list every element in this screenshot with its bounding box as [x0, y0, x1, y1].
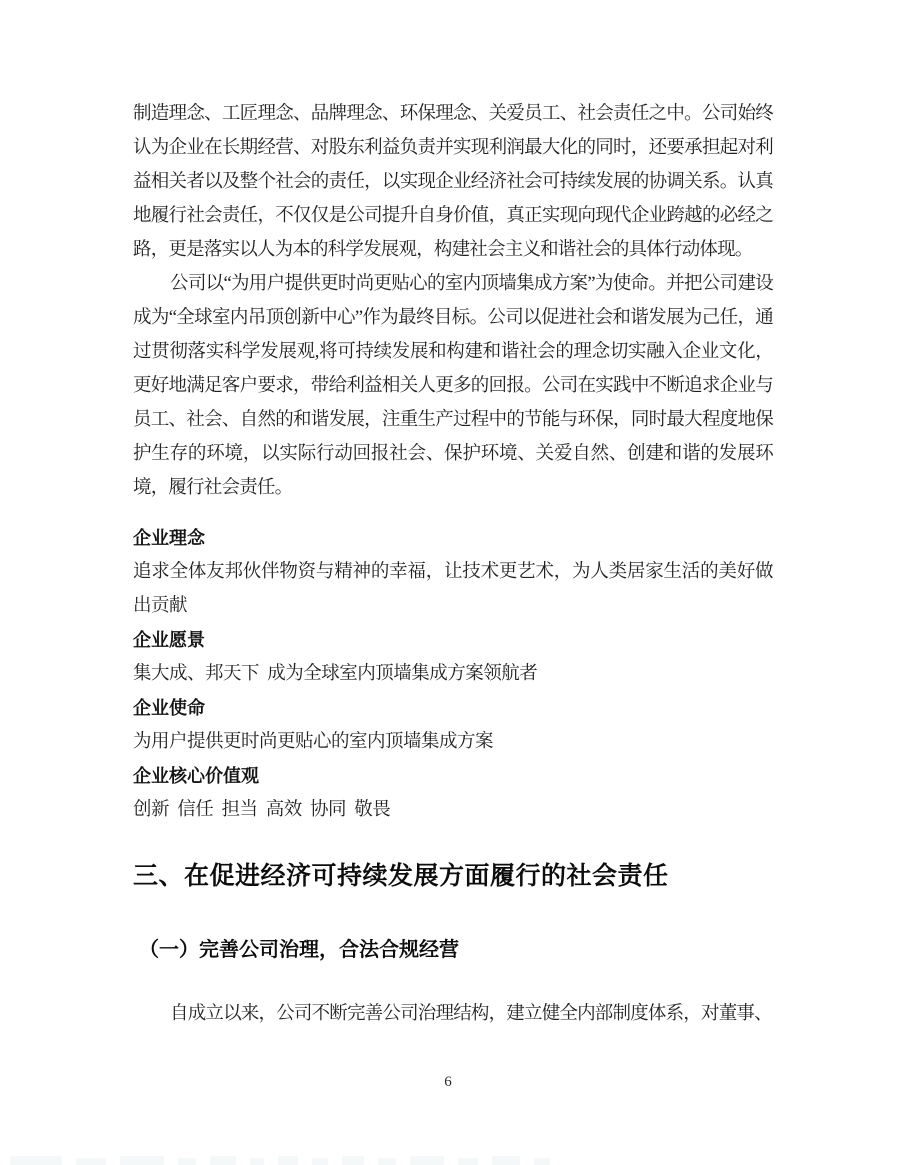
subsection-text-mission: 为用户提供更时尚更贴心的室内顶墙集成方案 [133, 732, 494, 752]
section-heading: 三、在促进经济可持续发展方面履行的社会责任 [133, 862, 669, 890]
subsection-heading-philosophy: 企业理念 [133, 528, 205, 548]
next-page-text-artifact [10, 1155, 550, 1165]
culture-block-vision [133, 623, 773, 691]
subsection-heading-vision: 企业愿景 [133, 630, 205, 650]
subsection-text-vision: 集大成、邦天下 成为全球室内顶墙集成方案领航者 [133, 664, 538, 684]
culture-block-values [133, 759, 773, 827]
subsection-heading: （一）完善公司治理，合法合规经营 [139, 939, 459, 961]
subsection-text-core-values: 创新 信任 担当 高效 协同 敬畏 [133, 800, 391, 820]
page-number: 6 [444, 1074, 452, 1090]
culture-block-philosophy [133, 521, 773, 623]
body-paragraph-2: 公司以“为用户提供更时尚更贴心的室内顶墙集成方案”为使命。并把公司建设成为“全球室内吊顶创新中心”作为最终目标。公司以促进社会和谐发展为己任，通过贯彻落实科学发展观,将可持续发展和构建和谐社会的理念切实融入企业文化，更好地满足客户要求，带给利益相关人更多的回报。公司在实践中不断追求企业与员工、社会、自然的和谐发展，注重生产过程中的节能与环保，同时最大程度地保护生存的环境，以实际行动回报社会、保护环境、关爱自然、创建和谐的发展环境，履行社会责任。 [133, 274, 773, 498]
body-paragraph-3: 自成立以来，公司不断完善公司治理结构，建立健全内部制度体系，对董事、 [170, 1004, 772, 1024]
subsection-text-philosophy: 追求全体友邦伙伴物资与精神的幸福，让技术更艺术，为人类居家生活的美好做出贡献 [133, 562, 773, 616]
body-paragraph-1: 制造理念、工匠理念、品牌理念、环保理念、关爱员工、社会责任之中。公司始终认为企业在长期经营、对股东利益负责并实现利润最大化的同时，还要承担起对利益相关者以及整个社会的责任，以实现企业经济社会可持续发展的协调关系。认真地履行社会责任，不仅仅是公司提升自身价值，真正实现向现代企业跨越的必经之路，更是落实以人为本的科学发展观，构建社会主义和谐社会的具体行动体现。 [133, 104, 773, 260]
subsection-heading-mission: 企业使命 [133, 698, 205, 718]
culture-block-mission [133, 691, 773, 759]
page-content [133, 0, 773, 1031]
subsection-heading-core-values: 企业核心价值观 [133, 766, 259, 786]
